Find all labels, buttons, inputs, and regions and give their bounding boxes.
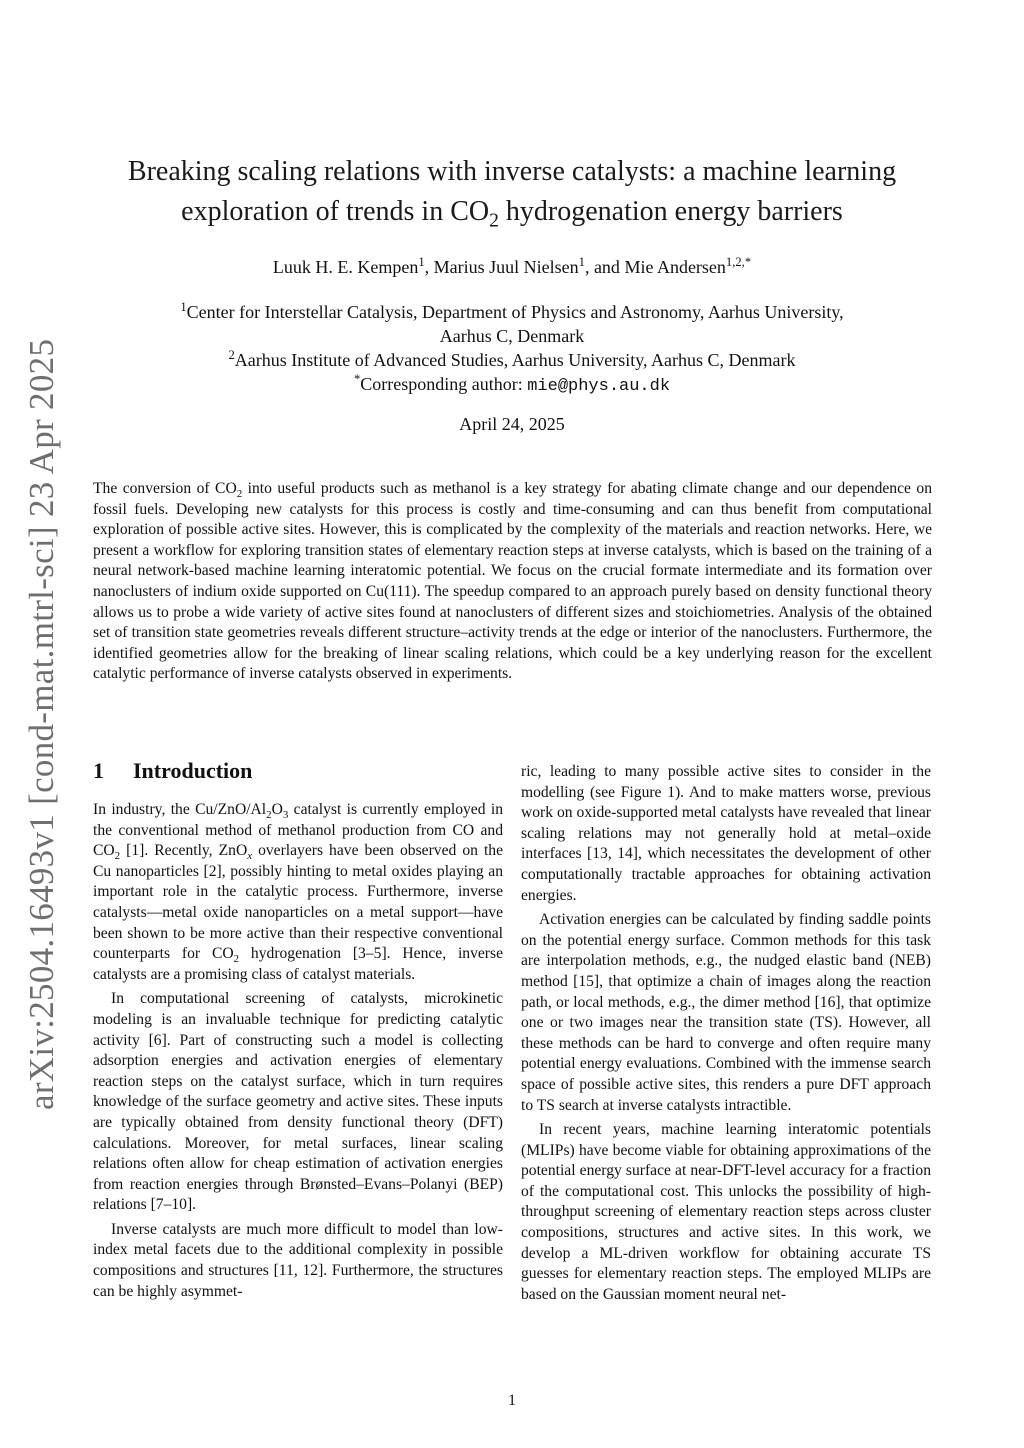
abstract-text: into useful products such as methanol is a key strategy for abating climate change and our dependence on fossil fuels. Developing new catalysts for this process is costly and time-consuming and can thus benefit from computational exploration of possible active sites. However, this is complicated by the complexity of the materials and reaction networks. Here, we present a workflow for exploring transition states of elementary reaction steps at inverse catalysts, which is based on the training of a neural network-based machine learning interatomic potential. We focus on the crucial formate intermediate and its formation over nanoclusters of indium oxide supported on Cu(111). The speedup compared to an approach purely based on density functional theory allows us to probe a wide variety of active sites found at nanoclusters of different sizes and stoichiometries. Analysis of the obtained set of transition state geometries reveals different structure–activity trends at the edge or interior of the nanoclusters. Furthermore, the identified geometries allow for the breaking of linear scaling relations, which could be a key underlying reason for the excellent catalytic performance of inverse catalysts observed in experiments.	[93, 480, 933, 683]
paragraph: In computational screening of catalysts, microkinetic modeling is an invaluable technique for predicting catalytic activity [6]. Part of constructing such a model is collecting adsorption energies and activation energies of elementary reaction steps on the catalyst surface, which in turn requires knowledge of the surface geometry and active sites. These inputs are typically obtained from density functional theory (DFT) calculations. Moreover, for metal surfaces, linear scaling relations often allow for cheap estimation of activation energies from reaction energies through Brønsted–Evans–Polanyi (BEP) relations [7–10].	[93, 990, 503, 1214]
paragraph: Activation energies can be calculated by finding saddle points on the potential energy surface. Common methods for this task are interpolation methods, e.g., the nudged elastic band (NEB) method [15], that optimize a chain of images along the reaction path, or local methods, e.g., the dimer method [16], that optimize one or two images near the transition state (TS). However, all these methods can be hard to converge and often require many potential energy evaluations. Combined with the immense search space of possible active sites, this renders a pure DFT approach to TS search at inverse catalysts intractible.	[521, 911, 931, 1114]
arxiv-identifier-stamp[interactable]: arXiv:2504.16493v1 [cond-mat.mtrl-sci] 23 Apr 2025	[22, 338, 61, 1110]
subscript: 2	[114, 850, 121, 863]
author-list: Luuk H. E. Kempen$^1$, Marius Juul Nielsen$^1$, and Mie Andersen$^{1,2,*}$	[272, 255, 752, 277]
abstract-text: The conversion of CO	[93, 480, 237, 497]
paragraph-text: hydrogenation [3–5]. Hence, inverse catalysts are a promising class of catalyst materials.	[93, 945, 503, 983]
left-column	[93, 758, 503, 1306]
email-link[interactable]: mie@phys.au.dk	[527, 377, 671, 396]
author-name: Mie Andersen	[624, 257, 726, 277]
section-heading	[93, 758, 503, 784]
corresponding-author	[70, 372, 954, 399]
subscript: 2	[266, 809, 272, 822]
title-line-1: Breaking scaling relations with inverse catalysts: a machine learning	[127, 156, 897, 187]
paragraph-text: [1]. Recently, ZnO	[120, 842, 248, 860]
section-title: Introduction	[133, 758, 253, 783]
affiliation-marker: 2	[228, 348, 235, 362]
paper-title	[70, 152, 954, 232]
paragraph: Inverse catalysts are much more difficult to model than low-index metal facets due to the additional complexity in possible compositions and structures [11, 12]. Furthermore, the structures can be highly asymmet-	[93, 1220, 503, 1300]
section-number: 1	[93, 758, 104, 783]
author-name: Marius Juul Nielsen	[433, 257, 579, 277]
abstract	[93, 479, 932, 685]
paragraph-text: O	[271, 801, 283, 818]
affiliation-text: Aarhus Institute of Advanced Studies, Aarhus University, Aarhus C, Denmark	[234, 350, 796, 370]
affiliation-2	[70, 348, 954, 372]
author-name: Luuk H. E. Kempen	[272, 257, 419, 277]
affiliation-marker: 1	[180, 300, 187, 314]
corresponding-label: Corresponding author:	[360, 374, 528, 394]
paragraph-text: In industry, the Cu/ZnO/Al	[93, 801, 267, 818]
paragraph: In recent years, machine learning interatomic potentials (MLIPs) have become viable for obtaining approximations of the potential energy surface at near-DFT-level accuracy for a fraction of the computational cost. This unlocks the possibility of high-throughput screening of elementary reaction steps across cluster compositions, structures and active sites. In this work, we develop a ML-driven workflow for obtaining accurate TS guesses for elementary reaction steps. The employed MLIPs are based on the Gaussian moment neural net-	[521, 1121, 931, 1303]
title-line-2	[181, 196, 843, 232]
right-column	[521, 762, 931, 1309]
title-subscript: 2	[489, 210, 499, 232]
abstract-subscript: 2	[236, 488, 243, 501]
paragraph	[93, 800, 503, 985]
paragraph-text: overlayers have been observed on the Cu nanoparticles [2], possibly hinting to metal oxides playing an important role in the catalytic process. Furthermore, inverse catalysts—metal oxide nanoparticles on a metal support—have been shown to be more active than their respective conventional counterparts for CO	[93, 842, 503, 963]
affiliations	[70, 300, 954, 399]
paragraph: ric, leading to many possible active sites to consider in the modelling (see Figure 1). And to make matters worse, previous work on oxide-supported metal catalysts have revealed that linear scaling relations may not generally hold at metal–oxide interfaces [13, 14], which necessitates the development of other computationally tractable approaches for obtaining activation energies.	[521, 763, 931, 904]
subscript: 2	[233, 953, 240, 966]
title-text: exploration of trends in CO	[181, 196, 490, 227]
subscript: 3	[282, 809, 289, 822]
affiliation-marker: 1	[418, 255, 425, 269]
subscript: x	[247, 850, 253, 863]
title-text: hydrogenation energy barriers	[498, 196, 843, 227]
page-number: 1	[508, 1392, 516, 1409]
paragraph-text: catalyst is currently employed in the conventional method of methanol production from CO and CO	[93, 801, 503, 860]
author-separator: , and	[584, 257, 625, 277]
affiliation-text: Center for Interstellar Catalysis, Department of Physics and Astronomy, Aarhus University,	[186, 302, 844, 322]
affiliation-1-cont: Aarhus C, Denmark	[439, 326, 585, 346]
publication-date: April 24, 2025	[459, 414, 565, 434]
affiliation-marker: 1	[578, 255, 585, 269]
corresponding-marker: *	[353, 372, 361, 386]
affiliation-marker: 1,2,*	[725, 255, 752, 269]
affiliation-1	[70, 300, 954, 324]
